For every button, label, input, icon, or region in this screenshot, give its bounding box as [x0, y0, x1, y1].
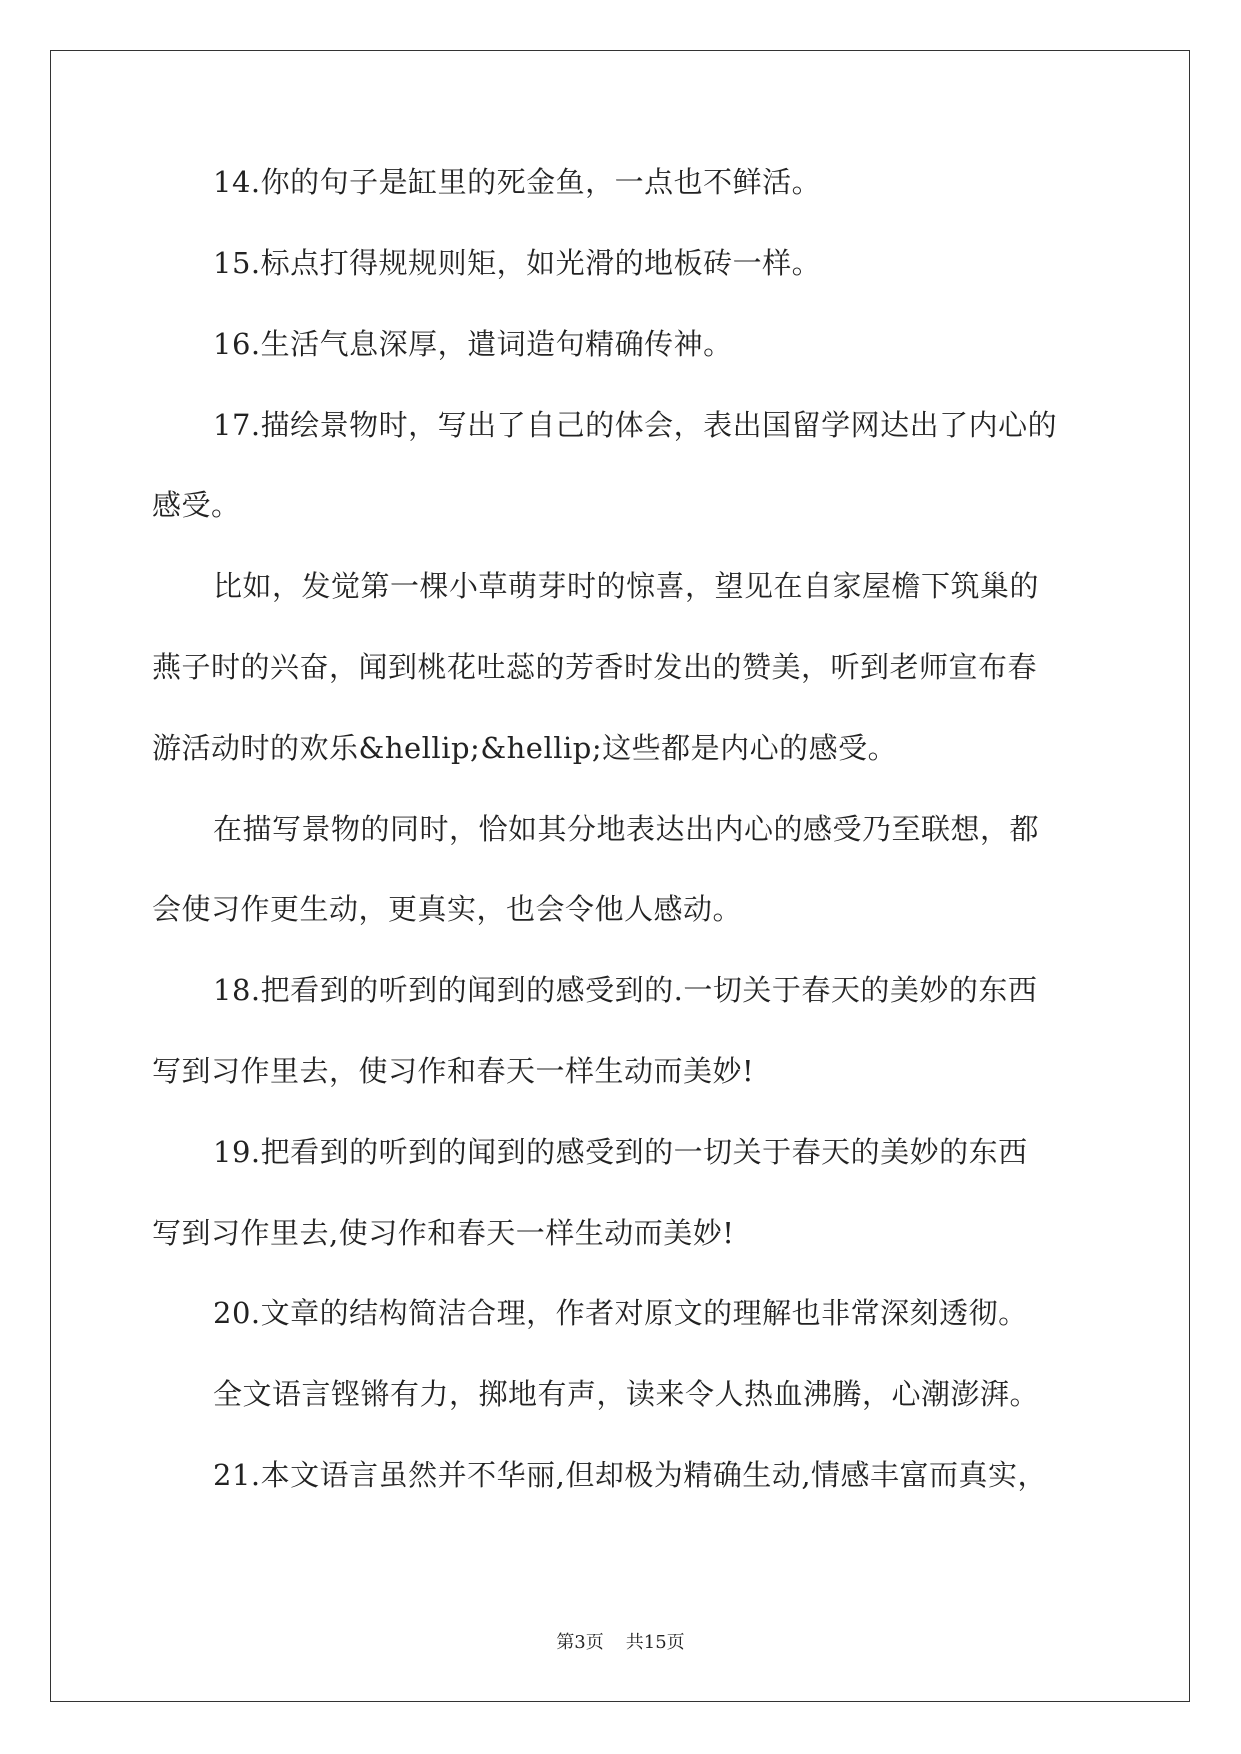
text-line: 会使习作更生动，更真实，也会令他人感动。	[152, 892, 743, 926]
text-line: 写到习作里去,使习作和春天一样生动而美妙!	[152, 1216, 735, 1250]
text-line: 21.本文语言虽然并不华丽,但却极为精确生动,情感丰富而真实，	[213, 1458, 1048, 1492]
text-line: 燕子时的兴奋，闻到桃花吐蕊的芳香时发出的赞美，听到老师宣布春	[152, 650, 1038, 684]
text-line: 15.标点打得规规则矩，如光滑的地板砖一样。	[213, 246, 822, 280]
text-line: 20.文章的结构简洁合理，作者对原文的理解也非常深刻透彻。	[213, 1296, 1028, 1330]
text-line: 在描写景物的同时，恰如其分地表达出内心的感受乃至联想，都	[213, 812, 1040, 846]
page-footer	[0, 1628, 1241, 1654]
text-line: 17.描绘景物时，写出了自己的体会，表出国留学网达出了内心的	[213, 408, 1058, 442]
text-line: 写到习作里去，使习作和春天一样生动而美妙!	[152, 1054, 755, 1088]
text-line: 19.把看到的听到的闻到的感受到的一切关于春天的美妙的东西	[213, 1135, 1028, 1169]
text-line: 18.把看到的听到的闻到的感受到的.一切关于春天的美妙的东西	[213, 973, 1038, 1007]
text-line: 14.你的句子是缸里的死金鱼，一点也不鲜活。	[213, 165, 822, 199]
page-number: 第3页	[556, 1632, 604, 1653]
text-line: 16.生活气息深厚，遣词造句精确传神。	[213, 327, 733, 361]
text-line: 比如，发觉第一棵小草萌芽时的惊喜，望见在自家屋檐下筑巢的	[213, 569, 1040, 603]
page-total: 共15页	[625, 1632, 685, 1653]
text-line: 游活动时的欢乐&hellip;&hellip;这些都是内心的感受。	[152, 731, 898, 765]
text-line: 感受。	[152, 488, 241, 522]
text-line: 全文语言铿锵有力，掷地有声，读来令人热血沸腾，心潮澎湃。	[213, 1377, 1040, 1411]
